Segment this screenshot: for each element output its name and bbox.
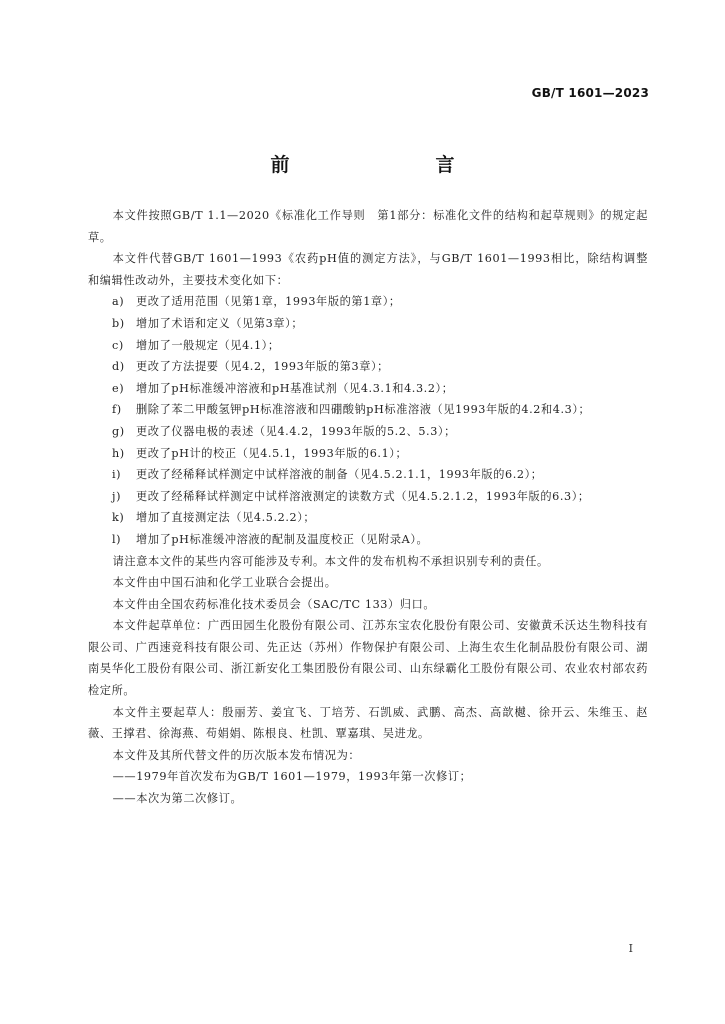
changes-list <box>88 291 648 550</box>
page-number: I <box>628 942 633 955</box>
page-title: 前 言 <box>270 154 491 176</box>
list-text: 更改了方法提要（见4.2，1993年版的第3章）； <box>136 360 389 374</box>
standard-code: GB/T 1601—2023 <box>531 86 649 100</box>
list-text: 增加了术语和定义（见第3章）； <box>136 316 304 330</box>
list-item <box>88 378 648 400</box>
list-item <box>88 399 648 421</box>
list-text: 更改了适用范围（见第1章，1993年版的第1章）； <box>136 295 401 309</box>
paragraph-replacement: 本文件代替GB/T 1601—1993《农药pH值的测定方法》，与GB/T 1601—1993相比，除结构调整和编辑性改动外，主要技术变化如下： <box>88 252 648 287</box>
list-text: 更改了pH计的校正（见4.5.1，1993年版的6.1）； <box>136 446 408 460</box>
history-item: ——本次为第二次修订。 <box>112 792 243 806</box>
paragraph-drafting-rule: 本文件按照GB/T 1.1—2020《标准化工作导则 第1部分：标准化文件的结构和起草规则》的规定起草。 <box>88 209 648 244</box>
paragraph-proposer: 本文件由中国石油和化学工业联合会提出。 <box>112 576 337 590</box>
list-text: 增加了pH标准缓冲溶液的配制及温度校正（见附录A）。 <box>136 532 429 546</box>
list-text: 增加了pH标准缓冲溶液和pH基准试剂（见4.3.1和4.3.2）； <box>136 381 454 395</box>
list-item <box>88 486 648 508</box>
paragraph-drafters: 本文件主要起草人：殷丽芳、姜宜飞、丁培芳、石凯威、武鹏、高杰、高歆樾、徐开云、朱维玉、赵薇、王撑君、徐海燕、苟娟娟、陈根良、杜凯、覃嘉琪、吴进龙。 <box>88 705 648 741</box>
paragraph-history-intro: 本文件及其所代替文件的历次版本发布情况为： <box>112 748 361 762</box>
list-item <box>88 356 648 378</box>
paragraph-patent-notice: 请注意本文件的某些内容可能涉及专利。本文件的发布机构不承担识别专利的责任。 <box>112 554 549 568</box>
paragraph-committee: 本文件由全国农药标准化技术委员会（SAC/TC 133）归口。 <box>112 597 436 611</box>
list-item <box>88 335 648 357</box>
paragraph-drafting-units: 本文件起草单位：广西田园生化股份有限公司、江苏东宝农化股份有限公司、安徽黄禾沃达生物科技有限公司、广西速竞科技有限公司、先正达（苏州）作物保护有限公司、上海生农生化制品股份有限公司、湖南昊华化工股份有限公司、浙江新安化工集团股份有限公司、山东绿霸化工股份有限公司、农业农村部农药检定所。 <box>88 619 648 698</box>
list-marker: g) <box>112 424 125 438</box>
list-text: 更改了经稀释试样测定中试样溶液测定的读数方式（见4.5.2.1.2，1993年版的6.3）； <box>136 489 590 503</box>
list-item <box>88 291 648 313</box>
list-marker: f) <box>112 403 122 417</box>
list-item <box>88 421 648 443</box>
list-marker: c) <box>112 338 124 352</box>
list-item <box>88 507 648 529</box>
list-item <box>88 313 648 335</box>
foreword-body <box>88 205 648 810</box>
list-marker: d) <box>112 360 125 374</box>
list-item <box>88 464 648 486</box>
list-item <box>88 443 648 465</box>
list-marker: b) <box>112 316 125 330</box>
list-marker: i) <box>112 468 122 482</box>
list-marker: j) <box>112 489 122 503</box>
list-marker: a) <box>112 295 125 309</box>
list-text: 增加了直接测定法（见4.5.2.2）； <box>136 511 316 525</box>
list-text: 删除了苯二甲酸氢钾pH标准溶液和四硼酸钠pH标准溶液（见1993年版的4.2和4.3）； <box>136 403 591 417</box>
list-marker: k) <box>112 511 125 525</box>
list-text: 更改了经稀释试样测定中试样溶液的制备（见4.5.2.1.1，1993年版的6.2）； <box>136 468 543 482</box>
list-item <box>88 529 648 551</box>
list-text: 更改了仪器电极的表述（见4.4.2，1993年版的5.2、5.3）； <box>136 424 456 438</box>
list-text: 增加了一般规定（见4.1）； <box>136 338 280 352</box>
list-marker: l) <box>112 532 122 546</box>
history-item: ——1979年首次发布为GB/T 1601—1979，1993年第一次修订； <box>112 770 472 784</box>
list-marker: e) <box>112 381 125 395</box>
list-marker: h) <box>112 446 125 460</box>
